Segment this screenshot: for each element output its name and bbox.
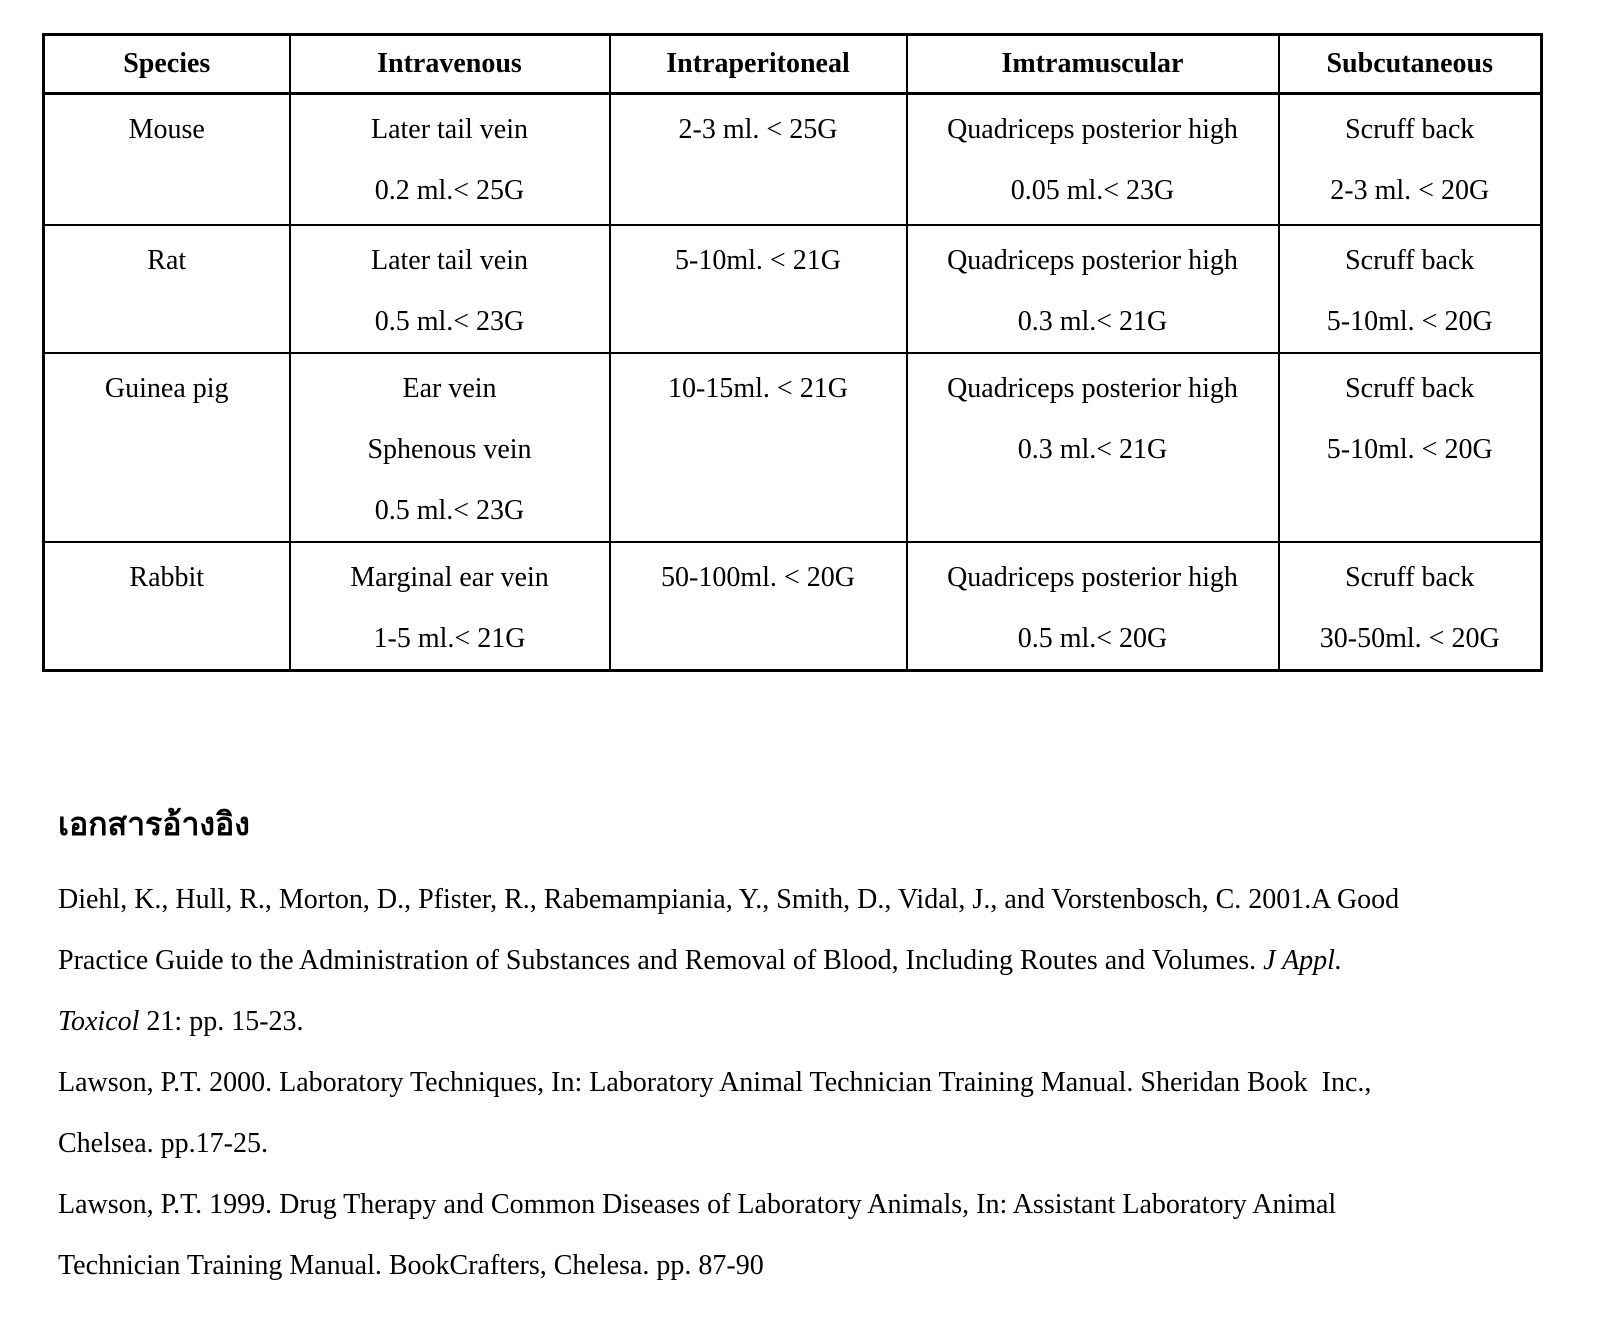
reference-line <box>58 930 1560 991</box>
reference-line <box>58 1052 1560 1113</box>
cell-subcutaneous: Scruff back 2-3 ml. < 20G <box>1279 94 1542 225</box>
reference-text: 21: pp. 15-23. <box>139 1005 304 1037</box>
reference-text: Technician Training Manual. BookCrafters, Chelesa. pp. 87-90 <box>58 1249 764 1281</box>
cell-subcutaneous: Scruff back 5-10ml. < 20G <box>1279 353 1542 542</box>
reference-text: Lawson, P.T. 1999. Drug Therapy and Common Diseases of Laboratory Animals, In: Assistant Laboratory Animal <box>58 1188 1337 1220</box>
column-header-imtramuscular: Imtramuscular <box>907 35 1279 94</box>
cell-imtramuscular: Quadriceps posterior high 0.05 ml.< 23G <box>907 94 1279 225</box>
table-row <box>44 225 1542 353</box>
cell-subcutaneous: Scruff back 5-10ml. < 20G <box>1279 225 1542 353</box>
cell-imtramuscular: Quadriceps posterior high 0.3 ml.< 21G <box>907 353 1279 542</box>
column-header-subcutaneous: Subcutaneous <box>1279 35 1542 94</box>
cell-species: Rabbit <box>44 542 290 671</box>
table-row <box>44 542 1542 671</box>
cell-species: Rat <box>44 225 290 353</box>
cell-species: Guinea pig <box>44 353 290 542</box>
reference-text: Chelsea. pp.17-25. <box>58 1127 268 1159</box>
injection-routes-table <box>42 33 1543 672</box>
reference-journal-name: Toxicol <box>58 1005 140 1037</box>
reference-line <box>58 1113 1560 1174</box>
column-header-intraperitoneal: Intraperitoneal <box>610 35 907 94</box>
cell-imtramuscular: Quadriceps posterior high 0.5 ml.< 20G <box>907 542 1279 671</box>
cell-intravenous: Ear vein Sphenous vein 0.5 ml.< 23G <box>290 353 610 542</box>
reference-line <box>58 1174 1560 1235</box>
reference-text: Practice Guide to the Administration of Substances and Removal of Blood, Including Routes and Volumes. <box>58 944 1264 976</box>
table-row <box>44 94 1542 225</box>
reference-text: Lawson, P.T. 2000. Laboratory Techniques, In: Laboratory Animal Technician Training Manual. Sheridan Book Inc., <box>58 1066 1372 1098</box>
cell-intraperitoneal: 2-3 ml. < 25G <box>610 94 907 225</box>
references-heading: เอกสารอ้างอิง <box>58 805 250 842</box>
cell-intraperitoneal: 50-100ml. < 20G <box>610 542 907 671</box>
reference-journal-name: J Appl. <box>1263 944 1342 976</box>
cell-species: Mouse <box>44 94 290 225</box>
cell-intraperitoneal: 10-15ml. < 21G <box>610 353 907 542</box>
references-section <box>58 805 1560 1296</box>
reference-line <box>58 1235 1560 1296</box>
table-row <box>44 353 1542 542</box>
cell-intraperitoneal: 5-10ml. < 21G <box>610 225 907 353</box>
column-header-intravenous: Intravenous <box>290 35 610 94</box>
table-header-row <box>44 35 1542 94</box>
cell-intravenous: Later tail vein 0.5 ml.< 23G <box>290 225 610 353</box>
reference-line <box>58 991 1560 1052</box>
reference-text: Diehl, K., Hull, R., Morton, D., Pfister, R., Rabemampiania, Y., Smith, D., Vidal, J., and Vorstenbosch, C. 2001.A Good <box>58 883 1400 915</box>
cell-subcutaneous: Scruff back 30-50ml. < 20G <box>1279 542 1542 671</box>
cell-intravenous: Later tail vein 0.2 ml.< 25G <box>290 94 610 225</box>
cell-imtramuscular: Quadriceps posterior high 0.3 ml.< 21G <box>907 225 1279 353</box>
column-header-species: Species <box>44 35 290 94</box>
reference-line <box>58 869 1560 930</box>
cell-intravenous: Marginal ear vein 1-5 ml.< 21G <box>290 542 610 671</box>
